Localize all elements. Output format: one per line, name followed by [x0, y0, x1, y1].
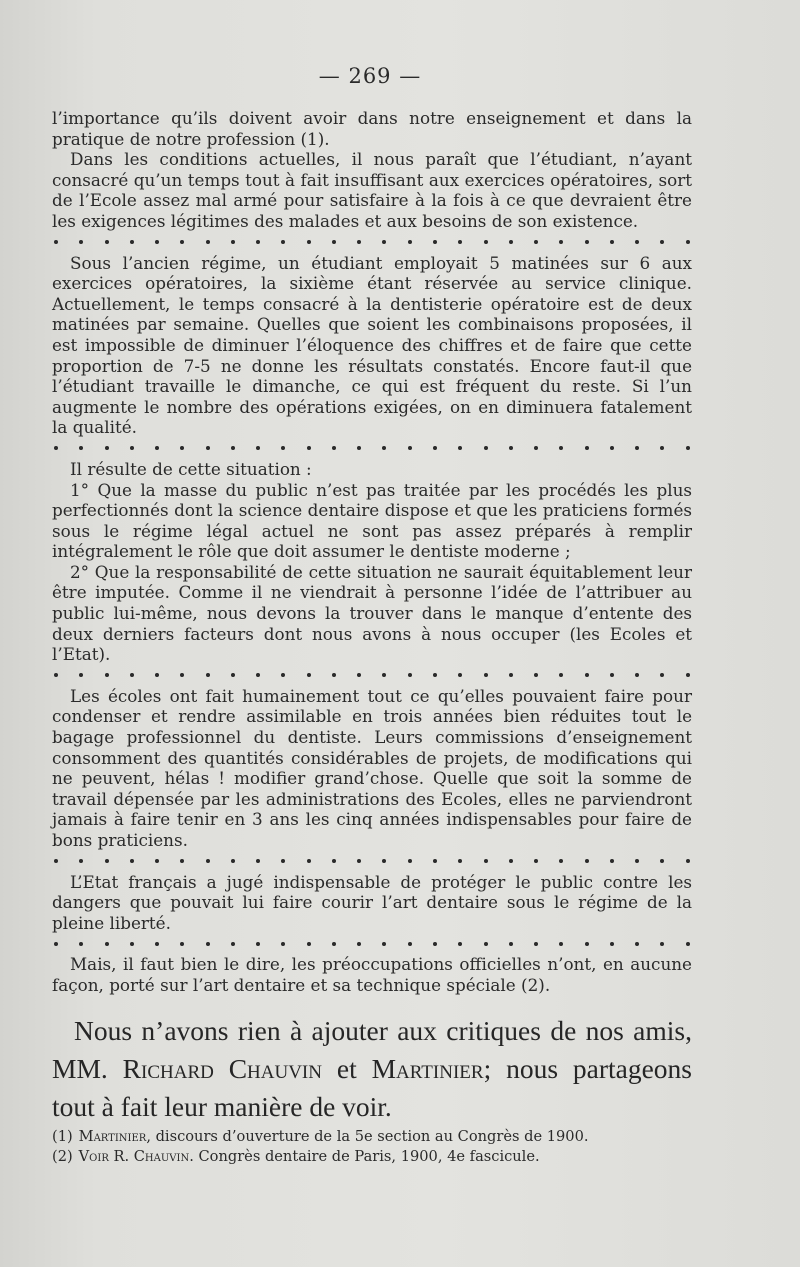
- paragraph-4: Il résulte de cette situation :: [70, 458, 312, 479]
- ellipsis-dot: [130, 673, 134, 677]
- ellipsis-dot: [509, 673, 513, 677]
- ellipsis-dot: [484, 859, 488, 863]
- ellipsis-dot: [534, 942, 538, 946]
- ellipsis-dot: [433, 446, 437, 450]
- ellipsis-dot: [610, 673, 614, 677]
- ellipsis-dot: [281, 942, 285, 946]
- ellipsis-dot: [332, 446, 336, 450]
- ellipsis-dot: [105, 859, 109, 863]
- paragraph-1: l’importance qu’ils doivent avoir dans notre enseignement et dans la pratique de notre profession (1).: [52, 108, 692, 149]
- ellipsis-dot: [130, 859, 134, 863]
- ellipsis-dot: [585, 942, 589, 946]
- ellipsis-dot: [382, 240, 386, 244]
- ellipsis-dot: [180, 240, 184, 244]
- ellipsis-dot: [256, 673, 260, 677]
- ellipsis-dot: [307, 859, 311, 863]
- ellipsis-dot: [458, 446, 462, 450]
- ellipsis-dot: [484, 942, 488, 946]
- ellipsis-dot: [155, 859, 159, 863]
- ellipsis-dot: [307, 942, 311, 946]
- paragraph-5: 1° Que la masse du public n’est pas traitée par les procédés les plus perfectionnés dont la science dentaire dispose et que les praticiens formés sous le régime légal actuel ne sont pas assez préparés à remplir intégralement le rôle que doit assumer le dentiste moderne ;: [52, 479, 692, 562]
- ellipsis-dot: [256, 240, 260, 244]
- ellipsis-dot: [105, 240, 109, 244]
- ellipsis-dot: [585, 673, 589, 677]
- conclusion-connector: et: [336, 1053, 357, 1084]
- ellipsis-dot: [559, 446, 563, 450]
- ellipsis-dot: [180, 859, 184, 863]
- ellipsis-dot: [433, 240, 437, 244]
- footnotes: [52, 1127, 692, 1167]
- ellipsis-dot: [105, 446, 109, 450]
- ellipsis-dot: [408, 446, 412, 450]
- ellipsis-dot: [155, 446, 159, 450]
- ellipsis-dot: [458, 673, 462, 677]
- ellipsis-dot: [660, 859, 664, 863]
- ellipsis-dot: [686, 859, 690, 863]
- ellipsis-dot: [307, 673, 311, 677]
- ellipsis-dot: [79, 446, 83, 450]
- ellipsis-dot: [408, 859, 412, 863]
- ellipsis-dot: [610, 446, 614, 450]
- ellipsis-dot: [206, 446, 210, 450]
- ellipsis-dot: [509, 942, 513, 946]
- ellipsis-dot: [256, 446, 260, 450]
- ellipsis-dot: [206, 942, 210, 946]
- ellipsis-dot: [206, 240, 210, 244]
- ellipsis-dot: [534, 673, 538, 677]
- ellipsis-dot: [79, 859, 83, 863]
- footnote-author: Voir R. Chauvin: [78, 1148, 190, 1165]
- ellipsis-dot: [256, 859, 260, 863]
- ellipsis-separator: [52, 438, 692, 459]
- ellipsis-dot: [559, 240, 563, 244]
- ellipsis-separator: [52, 232, 692, 253]
- ellipsis-dot: [686, 240, 690, 244]
- ellipsis-dot: [559, 673, 563, 677]
- conclusion-text-end: ; nous partageons tout à fait leur manière de voir.: [52, 1053, 693, 1122]
- ellipsis-dot: [332, 240, 336, 244]
- ellipsis-dot: [433, 859, 437, 863]
- ellipsis-dot: [281, 446, 285, 450]
- footnote-text: , discours d’ouverture de la 5e section au Congrès de 1900.: [146, 1128, 589, 1145]
- ellipsis-dot: [559, 859, 563, 863]
- ellipsis-dot: [180, 673, 184, 677]
- ellipsis-dot: [635, 446, 639, 450]
- ellipsis-dot: [54, 446, 58, 450]
- ellipsis-dot: [509, 240, 513, 244]
- ellipsis-dot: [281, 859, 285, 863]
- body-text: [52, 108, 692, 996]
- ellipsis-dot: [686, 446, 690, 450]
- ellipsis-dot: [534, 240, 538, 244]
- ellipsis-dot: [54, 240, 58, 244]
- ellipsis-dot: [180, 446, 184, 450]
- ellipsis-dot: [610, 240, 614, 244]
- ellipsis-dot: [79, 240, 83, 244]
- ellipsis-dot: [458, 240, 462, 244]
- ellipsis-dot: [155, 240, 159, 244]
- ellipsis-dot: [509, 859, 513, 863]
- ellipsis-dot: [559, 942, 563, 946]
- conclusion-paragraph: [52, 1012, 692, 1126]
- ellipsis-dot: [357, 942, 361, 946]
- ellipsis-separator: [52, 851, 692, 872]
- ellipsis-dot: [635, 240, 639, 244]
- paragraph-7: Les écoles ont fait humainement tout ce qu’elles pouvaient faire pour condenser et rendre assimilable en trois années bien réduites tout le bagage professionnel du dentiste. Leurs commissions d’enseignement consomment des quantités considérables de projets, de modifications qui ne peuvent, hélas ! modifier grand’chose. Quelle que soit la somme de travail dépensée par les administrations des Ecoles, elles ne parviendront jamais à faire tenir en 3 ans les cinq années indispensables pour faire de bons praticiens.: [52, 685, 692, 850]
- paragraph-6: 2° Que la responsabilité de cette situation ne saurait équitablement leur être imputée. Comme il ne viendrait à personne l’idée de l’attribuer au public lui-même, nous devons la trouver dans le manque d’entente des deux derniers facteurs dont nous avons à nous occuper (les Ecoles et l’Etat).: [52, 561, 692, 665]
- ellipsis-dot: [382, 942, 386, 946]
- ellipsis-dot: [382, 859, 386, 863]
- ellipsis-dot: [307, 446, 311, 450]
- ellipsis-dot: [155, 673, 159, 677]
- ellipsis-dot: [357, 446, 361, 450]
- ellipsis-dot: [332, 942, 336, 946]
- ellipsis-dot: [281, 673, 285, 677]
- ellipsis-dot: [155, 942, 159, 946]
- ellipsis-dot: [585, 859, 589, 863]
- ellipsis-dot: [231, 673, 235, 677]
- ellipsis-dot: [686, 673, 690, 677]
- ellipsis-dot: [585, 240, 589, 244]
- ellipsis-dot: [332, 673, 336, 677]
- footnote-author: Martinier: [78, 1128, 147, 1145]
- ellipsis-dot: [130, 942, 134, 946]
- ellipsis-dot: [54, 673, 58, 677]
- ellipsis-dot: [130, 446, 134, 450]
- ellipsis-separator: [52, 933, 692, 954]
- ellipsis-dot: [206, 673, 210, 677]
- ellipsis-dot: [660, 446, 664, 450]
- ellipsis-dot: [610, 859, 614, 863]
- ellipsis-dot: [458, 942, 462, 946]
- ellipsis-dot: [635, 942, 639, 946]
- ellipsis-dot: [408, 240, 412, 244]
- page-number: — 269 —: [318, 64, 422, 88]
- ellipsis-dot: [105, 673, 109, 677]
- footnote-1: [52, 1127, 692, 1147]
- ellipsis-dot: [130, 240, 134, 244]
- ellipsis-dot: [660, 240, 664, 244]
- ellipsis-dot: [660, 942, 664, 946]
- paragraph-9: Mais, il faut bien le dire, les préoccupations officielles n’ont, en aucune façon, porté sur l’art dentaire et sa technique spéciale (2).: [52, 954, 692, 995]
- paragraph-3: Sous l’ancien régime, un étudiant employait 5 matinées sur 6 aux exercices opératoires, la sixième étant réservée au service clinique. Actuellement, le temps consacré à la dentisterie opératoire est de deux matinées par semaine. Quelles que soient les combinaisons proposées, il est impossible de diminuer l’éloquence des chiffres et de faire que cette proportion de 7-5 ne donne les résultats constatés. Encore faut-il que l’étudiant travaille le dimanche, ce qui est fréquent du reste. Si l’un augmente le nombre des opérations exigées, on en diminuera fatalement la qualité.: [52, 252, 692, 438]
- footnote-mark: (1): [52, 1128, 73, 1145]
- ellipsis-dot: [610, 942, 614, 946]
- ellipsis-dot: [231, 240, 235, 244]
- author-name-1: Richard Chauvin: [122, 1053, 322, 1084]
- ellipsis-dot: [635, 859, 639, 863]
- ellipsis-dot: [180, 942, 184, 946]
- ellipsis-dot: [534, 446, 538, 450]
- ellipsis-dot: [382, 673, 386, 677]
- ellipsis-dot: [408, 942, 412, 946]
- ellipsis-dot: [256, 942, 260, 946]
- ellipsis-dot: [534, 859, 538, 863]
- paragraph-8: L’Etat français a jugé indispensable de protéger le public contre les dangers que pouvait lui faire courir l’art dentaire sous le régime de la pleine liberté.: [52, 871, 692, 933]
- ellipsis-dot: [357, 673, 361, 677]
- author-name-2: Martinier: [371, 1053, 484, 1084]
- ellipsis-dot: [206, 859, 210, 863]
- ellipsis-dot: [105, 942, 109, 946]
- ellipsis-dot: [635, 673, 639, 677]
- ellipsis-dot: [660, 673, 664, 677]
- ellipsis-dot: [307, 240, 311, 244]
- ellipsis-dot: [458, 859, 462, 863]
- ellipsis-dot: [79, 673, 83, 677]
- ellipsis-dot: [332, 859, 336, 863]
- footnote-text: . Congrès dentaire de Paris, 1900, 4e fascicule.: [189, 1148, 540, 1165]
- ellipsis-dot: [433, 942, 437, 946]
- ellipsis-dot: [54, 942, 58, 946]
- ellipsis-dot: [433, 673, 437, 677]
- ellipsis-dot: [54, 859, 58, 863]
- ellipsis-dot: [484, 446, 488, 450]
- ellipsis-dot: [231, 859, 235, 863]
- ellipsis-dot: [585, 446, 589, 450]
- ellipsis-dot: [484, 240, 488, 244]
- paragraph-2: Dans les conditions actuelles, il nous paraît que l’étudiant, n’ayant consacré qu’un temps tout à fait insuffisant aux exercices opératoires, sort de l’Ecole assez mal armé pour satisfaire à la fois à ce que devraient être les exigences légitimes des malades et aux besoins de son existence.: [52, 149, 692, 231]
- ellipsis-dot: [686, 942, 690, 946]
- ellipsis-dot: [408, 673, 412, 677]
- ellipsis-dot: [357, 240, 361, 244]
- footnote-2: [52, 1147, 692, 1167]
- footnote-mark: (2): [52, 1148, 73, 1165]
- ellipsis-dot: [357, 859, 361, 863]
- ellipsis-dot: [382, 446, 386, 450]
- conclusion-text-start: Nous n’avons rien à ajouter aux critiques de nos amis, MM.: [52, 1015, 692, 1084]
- ellipsis-dot: [79, 942, 83, 946]
- ellipsis-dot: [484, 673, 488, 677]
- ellipsis-dot: [281, 240, 285, 244]
- ellipsis-dot: [509, 446, 513, 450]
- ellipsis-separator: [52, 665, 692, 686]
- ellipsis-dot: [231, 942, 235, 946]
- ellipsis-dot: [231, 446, 235, 450]
